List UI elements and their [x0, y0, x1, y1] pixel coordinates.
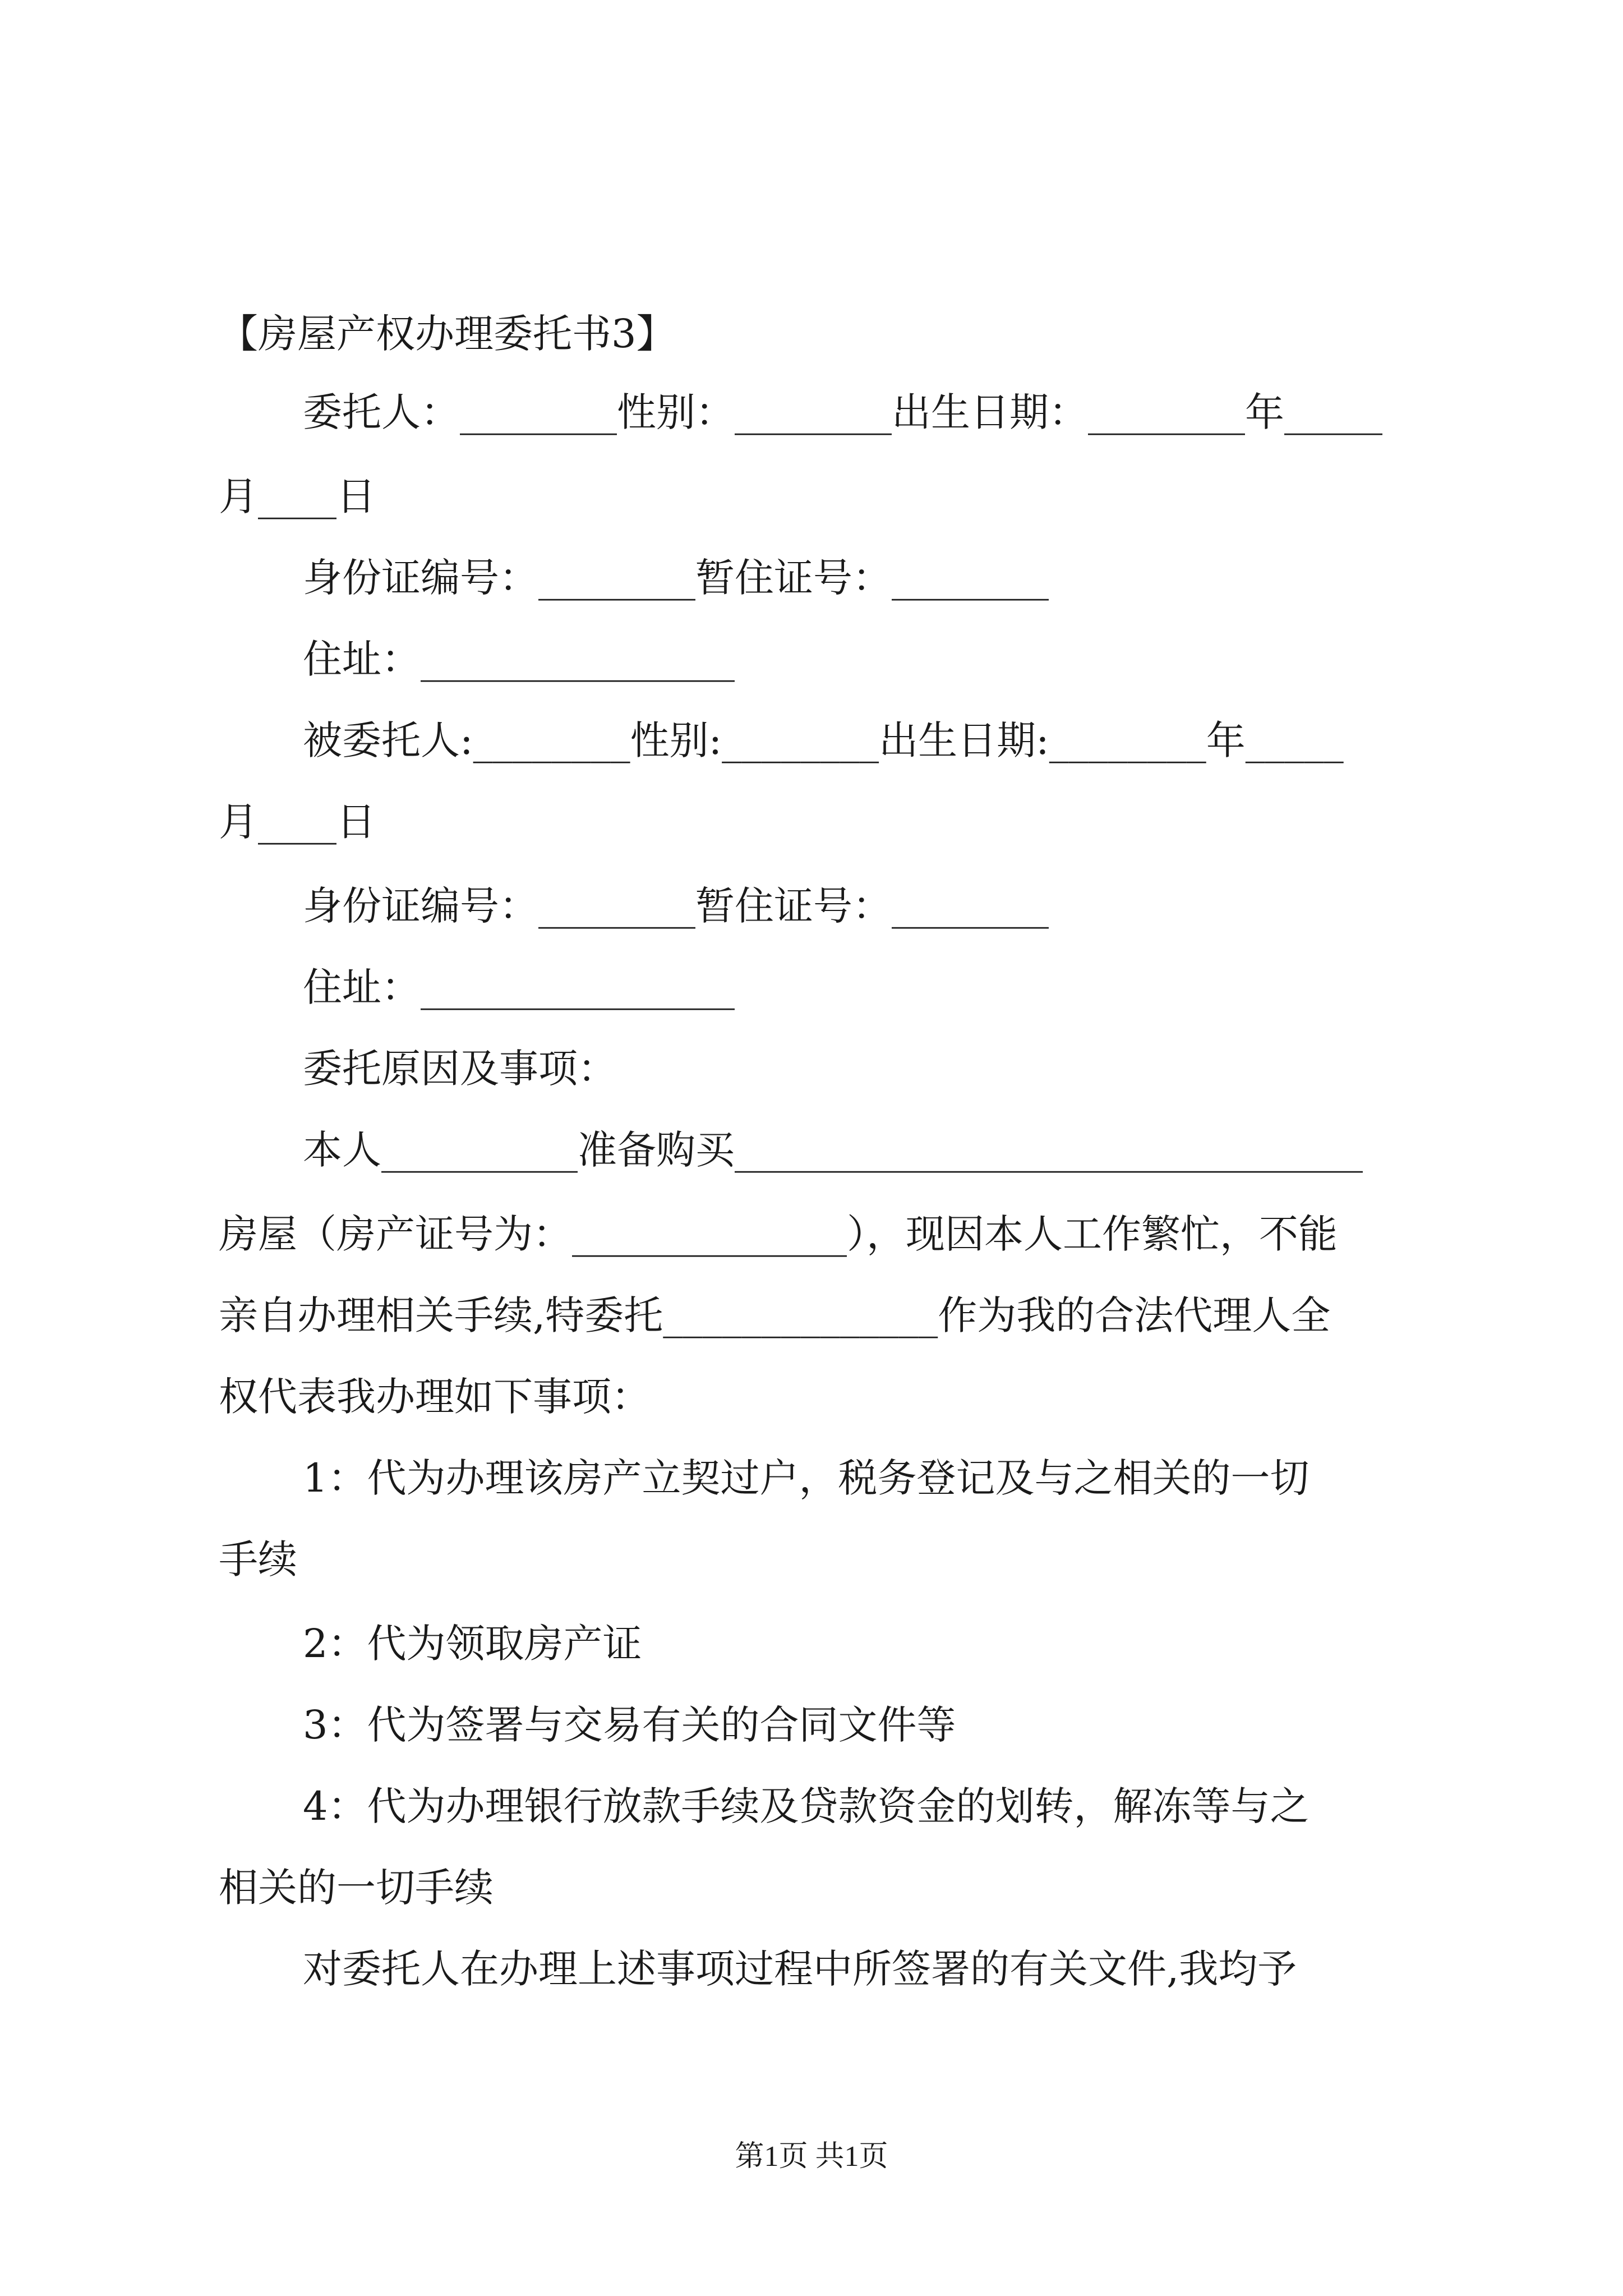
agent-birth-date-line: 月____日: [219, 799, 376, 845]
paragraph-line: 本人__________准备购买________________________________: [303, 1127, 1363, 1173]
agent-info-line: 被委托人:________性别:________出生日期:________年_____: [303, 717, 1344, 763]
list-item: 1：代为办理该房产立契过户，税务登记及与之相关的一切: [303, 1455, 1310, 1501]
agent-address-line: 住址：________________: [303, 964, 735, 1010]
document-title: 【房屋产权办理委托书3】: [219, 311, 676, 357]
paragraph-line: 房屋（房产证号为：______________），现因本人工作繁忙，不能: [219, 1211, 1338, 1257]
page-number-footer: 第1页 共1页: [735, 2141, 888, 2173]
principal-address-line: 住址：________________: [303, 636, 735, 682]
paragraph-line: 对委托人在办理上述事项过程中所签署的有关文件,我均予: [303, 1946, 1297, 1992]
list-item: 2：代为领取房产证: [303, 1621, 642, 1667]
list-item: 3：代为签署与交易有关的合同文件等: [303, 1702, 956, 1748]
paragraph-line: 亲自办理相关手续,特委托______________作为我的合法代理人全: [219, 1292, 1331, 1338]
list-item-continuation: 相关的一切手续: [219, 1865, 494, 1911]
principal-info-line: 委托人：________性别：________出生日期：________年_____: [303, 389, 1382, 435]
principal-birth-date-line: 月____日: [219, 473, 376, 519]
reason-heading: 委托原因及事项：: [303, 1046, 617, 1092]
paragraph-line: 权代表我办理如下事项：: [219, 1374, 651, 1420]
list-item: 4：代为办理银行放款手续及贷款资金的划转，解冻等与之: [303, 1783, 1310, 1829]
agent-id-line: 身份证编号：________暂住证号：________: [303, 883, 1049, 929]
principal-id-line: 身份证编号：________暂住证号：________: [303, 555, 1049, 601]
list-item-continuation: 手续: [219, 1536, 297, 1582]
